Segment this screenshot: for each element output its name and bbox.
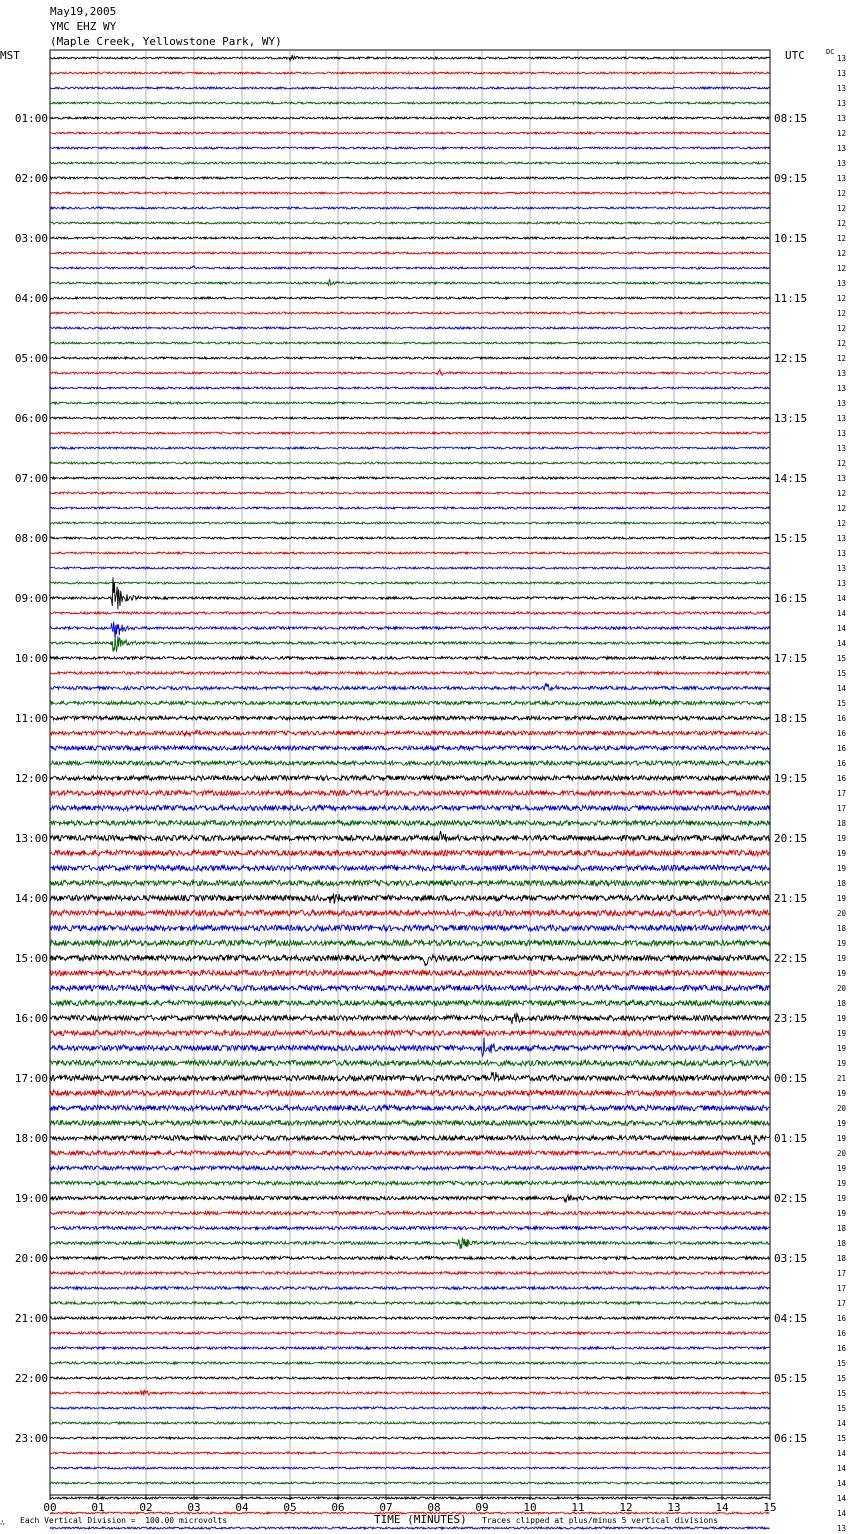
trace-line — [50, 1211, 770, 1214]
dc-offset-label: 19 — [836, 1044, 846, 1053]
dc-offset-label: 12 — [836, 294, 846, 303]
dc-offset-label: 12 — [836, 354, 846, 363]
station-location: (Maple Creek, Yellowstone Park, WY) — [50, 35, 282, 48]
utc-hour-label: 11:15 — [774, 292, 808, 305]
dc-offset-label: 16 — [836, 774, 846, 783]
trace-line — [50, 820, 770, 825]
mst-hour-label: 04:00 — [14, 292, 48, 305]
dc-offset-label: 17 — [836, 1299, 846, 1308]
dc-offset-label: 17 — [836, 789, 846, 798]
trace-line — [50, 1151, 770, 1155]
trace-line — [50, 699, 770, 706]
mst-hour-label: 10:00 — [14, 652, 48, 665]
mst-hour-label: 02:00 — [14, 172, 48, 185]
dc-offset-label: 14 — [836, 1479, 846, 1488]
utc-hour-label: 21:15 — [774, 892, 808, 905]
dc-offset-label: 13 — [836, 1524, 846, 1533]
dc-offset-label: 12 — [836, 504, 846, 513]
trace-line — [50, 1135, 770, 1145]
utc-hour-label: 08:15 — [774, 112, 808, 125]
dc-offset-label: 19 — [836, 1164, 846, 1173]
mst-hour-label: 18:00 — [14, 1132, 48, 1145]
mst-hour-label: 01:00 — [14, 112, 48, 125]
trace-line — [50, 1467, 770, 1469]
trace-line — [50, 1181, 770, 1185]
trace-line — [50, 1391, 770, 1396]
utc-hour-label: 00:15 — [774, 1072, 808, 1085]
trace-line — [50, 1000, 770, 1005]
x-tick-label: 10 — [523, 1501, 537, 1514]
trace-line — [50, 162, 770, 164]
dc-offset-label: 13 — [836, 54, 846, 63]
trace-line — [50, 865, 770, 871]
utc-hour-label: 22:15 — [774, 952, 808, 965]
utc-hour-label: 15:15 — [774, 532, 808, 545]
utc-hour-label: 13:15 — [774, 412, 808, 425]
dc-offset-label: 18 — [836, 819, 846, 828]
dc-offset-label: 12 — [836, 339, 846, 348]
x-tick-label: 02 — [139, 1501, 153, 1514]
x-tick-label: 05 — [283, 1501, 297, 1514]
trace-line — [50, 1362, 770, 1364]
dc-offset-label: 18 — [836, 1224, 846, 1233]
mst-hour-label: 03:00 — [14, 232, 48, 245]
trace-line — [50, 657, 770, 660]
utc-hour-label: 17:15 — [774, 652, 808, 665]
trace-line — [50, 147, 770, 149]
dc-offset-label: 12 — [836, 234, 846, 243]
trace-line — [50, 237, 770, 239]
trace-line — [50, 357, 770, 359]
plot-date: May19,2005 — [50, 5, 117, 18]
dc-offset-label: 15 — [836, 669, 846, 678]
trace-line — [50, 1527, 770, 1529]
mst-hour-label: 09:00 — [14, 592, 48, 605]
trace-line — [50, 1195, 770, 1203]
x-tick-label: 03 — [187, 1501, 201, 1514]
dc-offset-label: 12 — [836, 204, 846, 213]
dc-offset-label: 13 — [836, 69, 846, 78]
mst-hour-label: 11:00 — [14, 712, 48, 725]
trace-line — [50, 1302, 770, 1305]
dc-offset-label: 17 — [836, 1269, 846, 1278]
trace-line — [50, 1332, 770, 1334]
dc-offset-label: 13 — [836, 174, 846, 183]
trace-line — [50, 280, 770, 286]
dc-offset-label: 18 — [836, 1254, 846, 1263]
dc-offset-label: 16 — [836, 714, 846, 723]
mst-hour-label: 22:00 — [14, 1372, 48, 1385]
trace-line — [50, 790, 770, 795]
dc-offset-label: 18 — [836, 879, 846, 888]
trace-line — [50, 266, 770, 269]
dc-offset-label: 13 — [836, 474, 846, 483]
dc-offset-label: 19 — [836, 849, 846, 858]
dc-offset-label: 13 — [836, 84, 846, 93]
trace-line — [50, 850, 770, 856]
dc-offset-label: 14 — [836, 1494, 846, 1503]
trace-line — [50, 730, 770, 737]
trace-line — [50, 432, 770, 434]
utc-hour-label: 03:15 — [774, 1252, 808, 1265]
x-tick-label: 12 — [619, 1501, 633, 1514]
trace-line — [50, 1377, 770, 1379]
dc-offset-label: 13 — [836, 369, 846, 378]
dc-offset-label: 19 — [836, 1119, 846, 1128]
trace-line — [50, 1407, 770, 1409]
trace-line — [50, 1272, 770, 1275]
dc-offset-label: 12 — [836, 309, 846, 318]
clip-note: Traces clipped at plus/minus 5 vertical divisions — [482, 1516, 719, 1525]
x-tick-label: 07 — [379, 1501, 393, 1514]
dc-offset-label: 13 — [836, 534, 846, 543]
dc-offset-label: 19 — [836, 1029, 846, 1038]
x-tick-label: 00 — [43, 1501, 57, 1514]
trace-line — [50, 447, 770, 449]
trace-line — [50, 1166, 770, 1170]
trace-line — [50, 537, 770, 539]
trace-line — [50, 1090, 770, 1096]
trace-line — [50, 805, 770, 810]
footer-mark: ∴ — [0, 1518, 5, 1527]
plot-frame — [50, 50, 770, 1495]
trace-line — [50, 1030, 770, 1035]
dc-offset-label: 17 — [836, 1284, 846, 1293]
trace-line — [50, 522, 770, 524]
dc-offset-label: 15 — [836, 1434, 846, 1443]
dc-offset-label: 14 — [836, 1509, 846, 1518]
dc-offset-label: 18 — [836, 999, 846, 1008]
dc-offset-label: 19 — [836, 939, 846, 948]
trace-line — [50, 582, 770, 584]
dc-offset-label: 13 — [836, 399, 846, 408]
trace-line — [50, 683, 770, 690]
dc-offset-label: 18 — [836, 924, 846, 933]
dc-offset-label: 12 — [836, 219, 846, 228]
mst-hour-label: 19:00 — [14, 1192, 48, 1205]
utc-hour-label: 20:15 — [774, 832, 808, 845]
trace-line — [50, 1422, 770, 1424]
mst-hour-label: 16:00 — [14, 1012, 48, 1025]
dc-offset-label: 16 — [836, 744, 846, 753]
mst-hour-label: 23:00 — [14, 1432, 48, 1445]
dc-offset-label: 14 — [836, 1449, 846, 1458]
dc-offset-label: 12 — [836, 519, 846, 528]
dc-offset-label: 15 — [836, 1404, 846, 1413]
utc-hour-label: 01:15 — [774, 1132, 808, 1145]
trace-line — [50, 222, 770, 224]
trace-line — [50, 1437, 770, 1439]
mst-hour-label: 20:00 — [14, 1252, 48, 1265]
dc-offset-label: 12 — [836, 324, 846, 333]
x-tick-label: 01 — [91, 1501, 105, 1514]
trace-line — [50, 1038, 770, 1057]
trace-line — [50, 716, 770, 720]
dc-offset-label: 13 — [836, 579, 846, 588]
dc-offset-label: 19 — [836, 1014, 846, 1023]
dc-offset-label: 14 — [836, 639, 846, 648]
utc-hour-label: 14:15 — [774, 472, 808, 485]
dc-offset-label: 15 — [836, 1359, 846, 1368]
dc-offset-header: DC — [826, 48, 835, 56]
dc-offset-label: 13 — [836, 414, 846, 423]
utc-hour-label: 02:15 — [774, 1192, 808, 1205]
left-timezone-label: MST — [0, 49, 20, 62]
x-tick-label: 09 — [475, 1501, 489, 1514]
dc-offset-label: 12 — [836, 129, 846, 138]
trace-line — [50, 87, 770, 89]
trace-line — [50, 1226, 770, 1229]
trace-line — [50, 132, 770, 134]
dc-offset-label: 13 — [836, 384, 846, 393]
trace-line — [50, 622, 770, 640]
trace-line — [50, 177, 770, 179]
trace-line — [50, 552, 770, 554]
dc-offset-label: 15 — [836, 1374, 846, 1383]
dc-offset-label: 16 — [836, 729, 846, 738]
dc-offset-label: 14 — [836, 609, 846, 618]
utc-hour-label: 09:15 — [774, 172, 808, 185]
dc-offset-label: 19 — [836, 834, 846, 843]
dc-offset-label: 12 — [836, 189, 846, 198]
trace-line — [50, 342, 770, 344]
trace-line — [50, 1257, 770, 1260]
dc-offset-label: 14 — [836, 594, 846, 603]
dc-offset-label: 12 — [836, 264, 846, 273]
dc-offset-label: 13 — [836, 564, 846, 573]
utc-hour-label: 10:15 — [774, 232, 808, 245]
mst-hour-label: 05:00 — [14, 352, 48, 365]
mst-hour-label: 12:00 — [14, 772, 48, 785]
dc-offset-label: 19 — [836, 954, 846, 963]
trace-line — [50, 1347, 770, 1349]
trace-line — [50, 102, 770, 104]
dc-offset-label: 21 — [836, 1074, 846, 1083]
trace-line — [50, 910, 770, 916]
dc-offset-label: 20 — [836, 1104, 846, 1113]
x-tick-label: 15 — [763, 1501, 777, 1514]
trace-line — [50, 636, 770, 652]
x-tick-label: 08 — [427, 1501, 441, 1514]
trace-line — [50, 940, 770, 946]
utc-hour-label: 16:15 — [774, 592, 808, 605]
trace-line — [50, 402, 770, 404]
trace-line — [50, 417, 770, 419]
dc-offset-label: 12 — [836, 489, 846, 498]
dc-offset-label: 19 — [836, 1089, 846, 1098]
dc-offset-label: 13 — [836, 114, 846, 123]
dc-offset-label: 13 — [836, 279, 846, 288]
trace-line — [50, 925, 770, 931]
mst-hour-label: 07:00 — [14, 472, 48, 485]
trace-line — [50, 297, 770, 299]
mst-hour-label: 08:00 — [14, 532, 48, 545]
utc-hour-label: 19:15 — [774, 772, 808, 785]
x-tick-label: 06 — [331, 1501, 345, 1514]
dc-offset-label: 13 — [836, 99, 846, 108]
mst-hour-label: 13:00 — [14, 832, 48, 845]
utc-hour-label: 06:15 — [774, 1432, 808, 1445]
dc-offset-label: 19 — [836, 894, 846, 903]
dc-offset-label: 16 — [836, 1314, 846, 1323]
trace-line — [50, 1497, 770, 1499]
trace-line — [50, 1013, 770, 1024]
trace-line — [50, 577, 770, 609]
x-axis-title: TIME (MINUTES) — [374, 1513, 467, 1526]
utc-hour-label: 04:15 — [774, 1312, 808, 1325]
trace-line — [50, 252, 770, 254]
trace-line — [50, 1072, 770, 1081]
dc-offset-label: 16 — [836, 1344, 846, 1353]
trace-line — [50, 672, 770, 675]
trace-line — [50, 567, 770, 569]
mst-hour-label: 06:00 — [14, 412, 48, 425]
trace-line — [50, 746, 770, 750]
mst-hour-label: 17:00 — [14, 1072, 48, 1085]
dc-offset-label: 13 — [836, 429, 846, 438]
trace-line — [50, 117, 770, 119]
x-tick-label: 14 — [715, 1501, 729, 1514]
mst-hour-label: 15:00 — [14, 952, 48, 965]
utc-hour-label: 05:15 — [774, 1372, 808, 1385]
trace-line — [50, 387, 770, 389]
trace-line — [50, 1105, 770, 1110]
dc-offset-label: 20 — [836, 1149, 846, 1158]
dc-offset-label: 14 — [836, 684, 846, 693]
dc-offset-label: 13 — [836, 549, 846, 558]
trace-line — [50, 1287, 770, 1290]
x-tick-label: 13 — [667, 1501, 681, 1514]
trace-line — [50, 370, 770, 376]
dc-offset-label: 20 — [836, 909, 846, 918]
trace-line — [50, 1060, 770, 1066]
dc-offset-label: 19 — [836, 969, 846, 978]
dc-offset-label: 16 — [836, 1329, 846, 1338]
trace-line — [50, 462, 770, 464]
trace-line — [50, 207, 770, 209]
trace-line — [50, 72, 770, 74]
trace-line — [50, 954, 770, 966]
trace-line — [50, 507, 770, 509]
dc-offset-label: 19 — [836, 864, 846, 873]
dc-offset-label: 19 — [836, 1059, 846, 1068]
utc-hour-label: 23:15 — [774, 1012, 808, 1025]
trace-line — [50, 477, 770, 479]
trace-line — [50, 55, 770, 61]
trace-line — [50, 831, 770, 842]
dc-offset-label: 14 — [836, 1419, 846, 1428]
trace-line — [50, 985, 770, 991]
trace-line — [50, 192, 770, 194]
dc-offset-label: 15 — [836, 654, 846, 663]
trace-line — [50, 1452, 770, 1454]
utc-hour-label: 18:15 — [774, 712, 808, 725]
trace-line — [50, 1482, 770, 1484]
dc-offset-label: 12 — [836, 459, 846, 468]
trace-line — [50, 492, 770, 494]
station-code: YMC EHZ WY — [50, 20, 117, 33]
trace-line — [50, 761, 770, 765]
dc-offset-label: 13 — [836, 159, 846, 168]
trace-line — [50, 1238, 770, 1249]
dc-offset-label: 13 — [836, 444, 846, 453]
trace-line — [50, 970, 770, 976]
trace-line — [50, 1317, 770, 1320]
utc-hour-label: 12:15 — [774, 352, 808, 365]
dc-offset-label: 15 — [836, 699, 846, 708]
vertical-division-note: Each Vertical Division = 100.00 microvolts — [20, 1516, 228, 1525]
dc-offset-label: 14 — [836, 624, 846, 633]
dc-offset-label: 13 — [836, 144, 846, 153]
dc-offset-label: 14 — [836, 1464, 846, 1473]
right-timezone-label: UTC — [785, 49, 805, 62]
trace-line — [50, 612, 770, 614]
trace-line — [50, 893, 770, 903]
x-tick-label: 04 — [235, 1501, 249, 1514]
x-tick-label: 11 — [571, 1501, 585, 1514]
trace-line — [50, 776, 770, 781]
trace-line — [50, 327, 770, 329]
dc-offset-label: 19 — [836, 1194, 846, 1203]
trace-line — [50, 880, 770, 886]
dc-offset-label: 15 — [836, 1389, 846, 1398]
mst-hour-label: 14:00 — [14, 892, 48, 905]
mst-hour-label: 21:00 — [14, 1312, 48, 1325]
dc-offset-label: 16 — [836, 759, 846, 768]
dc-offset-label: 19 — [836, 1179, 846, 1188]
dc-offset-label: 18 — [836, 1239, 846, 1248]
trace-line — [50, 312, 770, 314]
trace-line — [50, 1120, 770, 1125]
dc-offset-label: 20 — [836, 984, 846, 993]
dc-offset-label: 17 — [836, 804, 846, 813]
dc-offset-label: 19 — [836, 1209, 846, 1218]
dc-offset-label: 12 — [836, 249, 846, 258]
dc-offset-label: 19 — [836, 1134, 846, 1143]
